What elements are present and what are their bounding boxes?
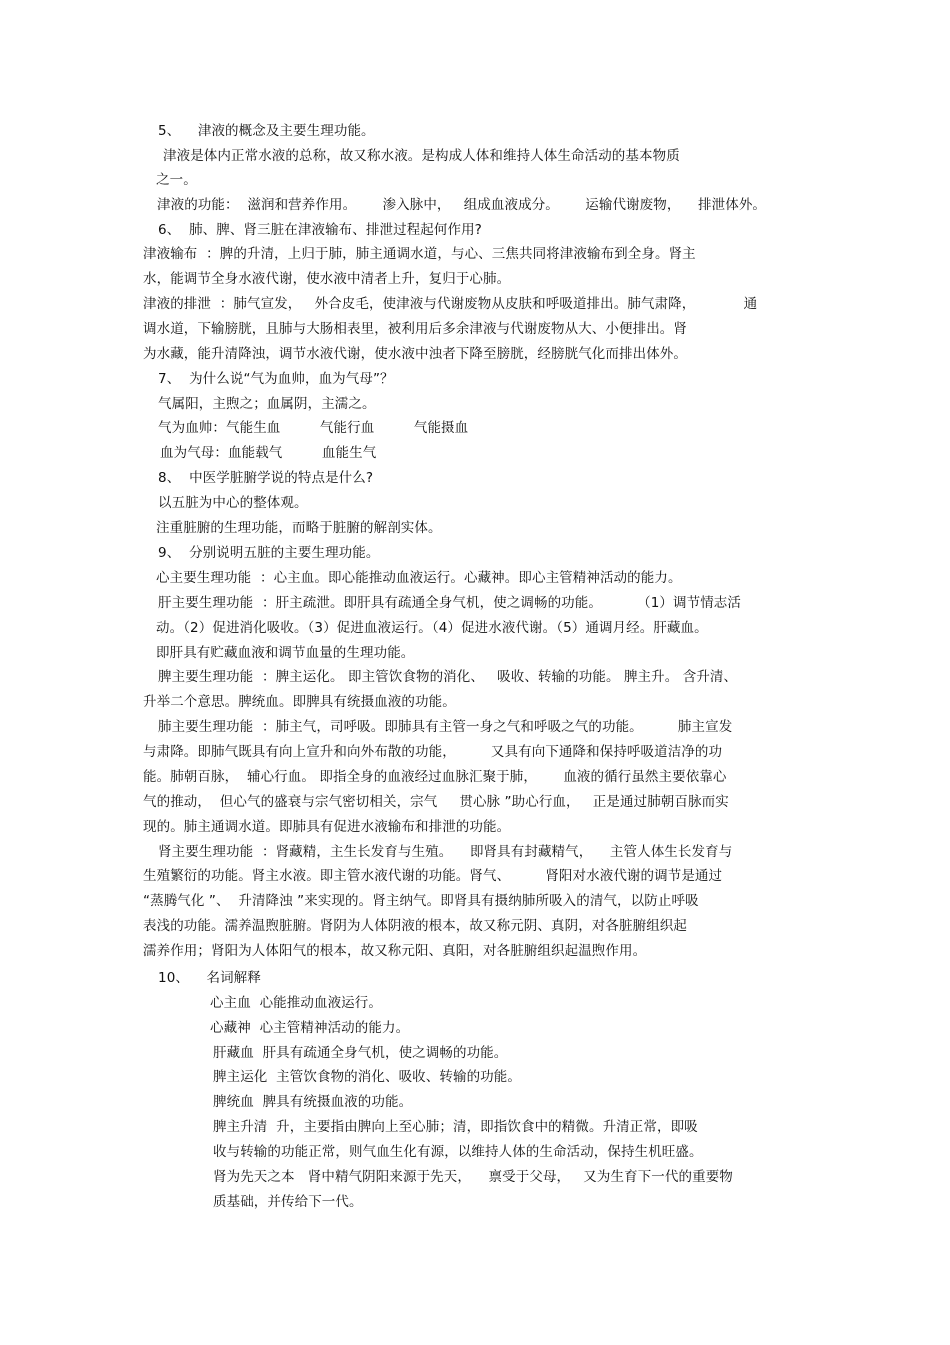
- term-line: 心主血 心能推动血液运行。: [210, 995, 382, 1011]
- text-line: 津液是体内正常水液的总称，故又称水液。是构成人体和维持人体生命活动的基本物质: [163, 148, 680, 164]
- text-line: 现的。肺主通调水道。即肺具有促进水液输布和排泄的功能。: [143, 819, 511, 835]
- question-9-heading: 9、 分别说明五脏的主要生理功能。: [158, 545, 380, 561]
- text-line: 能。肺朝百脉， 辅心行血。 即指全身的血液经过血脉汇聚于肺， 血液的循行虽然主要依靠心: [143, 769, 727, 785]
- text-line: 注重脏腑的生理功能，而略于脏腑的解剖实体。: [156, 520, 442, 536]
- text-line: 为水藏，能升清降浊，调节水液代谢，使水液中浊者下降至膀胱，经膀胱气化而排出体外。: [143, 346, 687, 362]
- term-line: 质基础，并传给下一代。: [213, 1194, 363, 1210]
- text-line: 心主要生理功能 ：心主血。即心能推动血液运行。心藏神。即心主管精神活动的能力。: [156, 570, 682, 586]
- term-line: 肝藏血 肝具有疏通全身气机，使之调畅的功能。: [213, 1045, 508, 1061]
- text-line: 升举二个意思。脾统血。即脾具有统摄血液的功能。: [143, 694, 456, 710]
- question-5-heading: 5、 津液的概念及主要生理功能。: [158, 123, 375, 139]
- text-line: 气属阳，主煦之；血属阴，主濡之。: [158, 396, 376, 412]
- text-line: 脾主要生理功能 ：脾主运化。 即主管饮食物的消化、 吸收、转输的功能。 脾主升。 含升清、: [158, 669, 738, 685]
- text-line: 肝主要生理功能 ：肝主疏泄。即肝具有疏通全身气机，使之调畅的功能。 （1）调节情志活: [158, 595, 742, 611]
- question-10-heading: 10、 名词解释: [158, 970, 261, 986]
- question-6-heading: 6、 肺、脾、肾三脏在津液输布、排泄过程起何作用?: [158, 222, 482, 238]
- text-line: 表浅的功能。濡养温煦脏腑。肾阴为人体阴液的根本，故又称元阴、真阴，对各脏腑组织起: [143, 918, 687, 934]
- term-line: 心藏神 心主管精神活动的能力。: [210, 1020, 410, 1036]
- text-line: 津液输布 ：脾的升清，上归于肺，肺主通调水道，与心、三焦共同将津液输布到全身。肾主: [143, 246, 696, 262]
- text-line: 肺主要生理功能 ：肺主气，司呼吸。即肺具有主管一身之气和呼吸之气的功能。 肺主宣发: [158, 719, 733, 735]
- text-line: 之一。: [156, 172, 197, 188]
- text-line: 水，能调节全身水液代谢，使水液中清者上升，复归于心肺。: [143, 271, 511, 287]
- text-line: 肾主要生理功能 ：肾藏精，主生长发育与生殖。 即肾具有封藏精气， 主管人体生长发育与: [158, 844, 733, 860]
- text-line: 气的推动， 但心气的盛衰与宗气密切相关，宗气 贯心脉 ”助心行血， 正是通过肺朝百脉而实: [143, 794, 729, 810]
- term-line: 肾为先天之本 肾中精气阴阳来源于先天， 禀受于父母， 又为生育下一代的重要物: [213, 1169, 733, 1185]
- text-line: 津液的排泄 ：肺气宣发， 外合皮毛，使津液与代谢废物从皮肤和呼吸道排出。肺气肃降， 通: [143, 296, 758, 312]
- term-line: 脾统血 脾具有统摄血液的功能。: [213, 1094, 413, 1110]
- text-line: 津液的功能： 滋润和营养作用。 渗入脉中， 组成血液成分。 运输代谢废物， 排泄体外。: [157, 197, 767, 213]
- term-line: 脾主运化 主管饮食物的消化、吸收、转输的功能。: [213, 1069, 521, 1085]
- text-line: 血为气母：血能载气 血能生气: [160, 445, 377, 461]
- text-line: 即肝具有贮藏血液和调节血量的生理功能。: [156, 645, 415, 661]
- text-line: 调水道，下输膀胱，且肺与大肠相表里，被利用后多余津液与代谢废物从大、小便排出。肾: [143, 321, 687, 337]
- text-line: 与肃降。即肺气既具有向上宣升和向外布散的功能， 又具有向下通降和保持呼吸道洁净的功: [143, 744, 723, 760]
- text-line: 生殖繁衍的功能。肾主水液。即主管水液代谢的功能。肾气、 肾阳对水液代谢的调节是通过: [143, 868, 723, 884]
- question-8-heading: 8、 中医学脏腑学说的特点是什么?: [158, 470, 374, 486]
- text-line: 动。（2）促进消化吸收。（3）促进血液运行。（4）促进水液代谢。（5）通调月经。肝藏血。: [156, 620, 708, 636]
- text-line: 濡养作用；肾阳为人体阳气的根本，故又称元阳、真阳，对各脏腑组织起温煦作用。: [143, 943, 647, 959]
- text-line: 气为血帅：气能生血 气能行血 气能摄血: [158, 420, 469, 436]
- term-line: 脾主升清 升，主要指由脾向上至心肺；清，即指饮食中的精微。升清正常，即吸: [213, 1119, 698, 1135]
- question-7-heading: 7、 为什么说“气为血帅，血为气母”？: [158, 371, 394, 387]
- text-line: “蒸腾气化 ”、 升清降浊 ”来实现的。肾主纳气。即肾具有摄纳肺所吸入的清气，以防止呼吸: [143, 893, 699, 909]
- term-line: 收与转输的功能正常，则气血生化有源，以维持人体的生命活动，保持生机旺盛。: [213, 1144, 703, 1160]
- text-line: 以五脏为中心的整体观。: [158, 495, 308, 511]
